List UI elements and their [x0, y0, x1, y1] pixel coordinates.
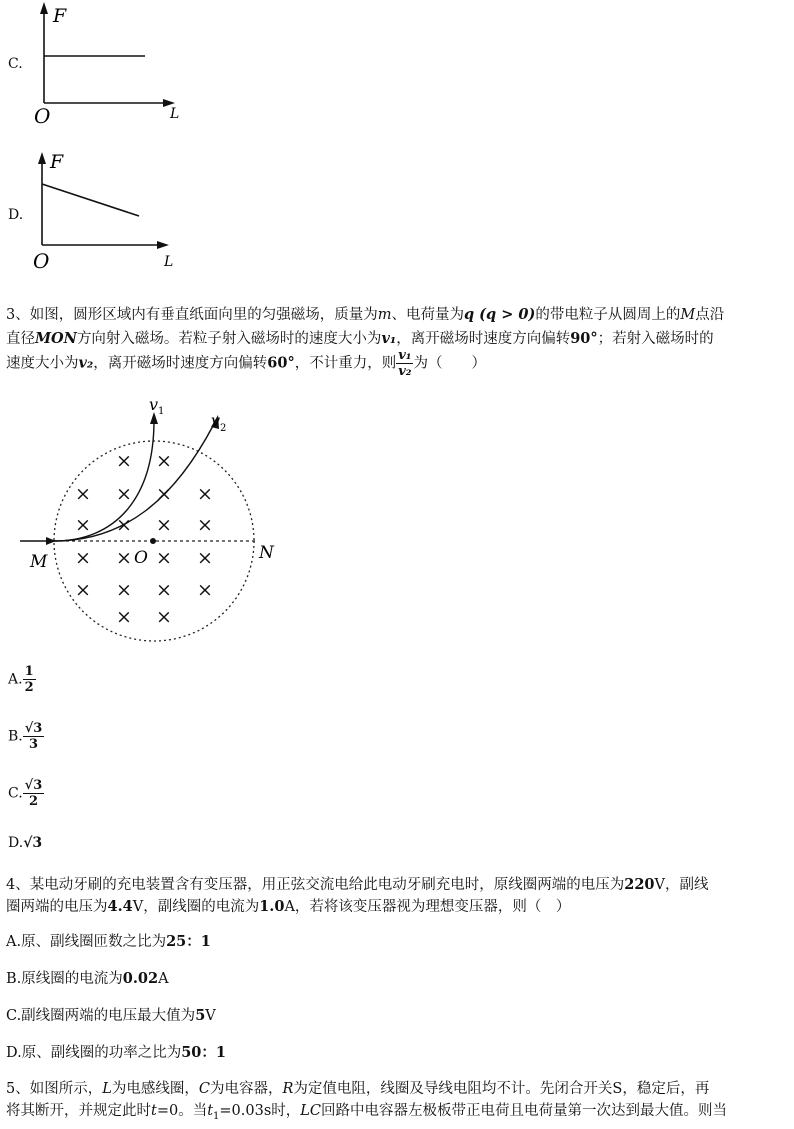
label-v2: v [211, 411, 221, 430]
graph-option-d [28, 148, 188, 273]
svg-text:×: × [75, 483, 91, 505]
svg-text:×: × [156, 547, 172, 569]
label-N: N [259, 543, 274, 563]
svg-text:×: × [116, 483, 132, 505]
svg-text:×: × [116, 579, 132, 601]
q4-option-b[interactable]: B.原线圈的电流为0.02A [6, 970, 169, 987]
q3-option-c[interactable]: C. $\frac{√3}{2}$ [8, 778, 43, 809]
svg-text:×: × [116, 606, 132, 628]
svg-text:×: × [156, 514, 172, 536]
graph-c-y-axis: F [53, 5, 67, 27]
q3-line-3: 速度大小为v₂，离开磁场时速度方向偏转60°，不计重力，则 $\frac{\text{v₁}}{\text{v₂}}$ 为（ ） [6, 348, 486, 379]
q5-line-2: 将其断开，并规定此时t=0。当$t_1=0.03s$时，LC回路中电容器左极板带正电荷且电荷量第一次达到最大值。则当 [6, 1103, 728, 1122]
option-d-label: D. [8, 207, 24, 223]
option-c-label: C. [8, 56, 23, 72]
label-v1: v [149, 395, 159, 414]
label-v2-sub: 2 [220, 423, 227, 434]
svg-text:×: × [75, 579, 91, 601]
field-crosses [75, 450, 213, 628]
trajectory-v1 [54, 420, 154, 541]
svg-text:×: × [156, 450, 172, 472]
center-point [150, 538, 156, 544]
svg-text:×: × [197, 547, 213, 569]
svg-text:×: × [156, 483, 172, 505]
q3-option-d[interactable]: D.√3 [8, 835, 43, 851]
graph-d-x-axis: L [164, 254, 174, 270]
q3-ratio-fraction: $\frac{\text{v₁}}{\text{v₂}}$ [398, 348, 412, 379]
svg-text:×: × [75, 547, 91, 569]
q3-line-1: 3、如图，圆形区域内有垂直纸面向里的匀强磁场，质量为m、电荷量为q (q > 0)的带电粒子从圆周上的M点沿 [6, 306, 725, 323]
label-M: M [30, 552, 48, 572]
q5-line-1: 5、如图所示，L为电感线圈，C为电容器，R为定值电阻，线圈及导线电阻均不计。先闭合开关S，稳定后，再 [6, 1081, 710, 1097]
q3-option-a[interactable]: A. $\frac{1}{2}$ [8, 664, 34, 695]
magnetic-field-figure [14, 390, 284, 650]
svg-text:×: × [197, 514, 213, 536]
q3-option-b[interactable]: B. $\frac{√3}{3}$ [8, 721, 43, 752]
label-v1-sub: 1 [158, 406, 165, 417]
graph-d-origin: O [33, 249, 50, 273]
q3-line-2: 直径MON方向射入磁场。若粒子射入磁场时的速度大小为v₁，离开磁场时速度方向偏转90°；若射入磁场时的 [6, 330, 714, 347]
svg-text:×: × [75, 514, 91, 536]
q4-option-d[interactable]: D.原、副线圈的功率之比为50：1 [6, 1044, 226, 1061]
svg-text:×: × [156, 579, 172, 601]
q4-option-c[interactable]: C.副线圈两端的电压最大值为5V [6, 1007, 216, 1024]
svg-text:×: × [116, 514, 132, 536]
q4-line-1: 4、某电动牙刷的充电装置含有变压器，用正弦交流电给此电动牙刷充电时，原线圈两端的电压为220V，副线 [6, 876, 709, 893]
graph-d-y-axis: F [50, 151, 64, 173]
graph-c-origin: O [34, 104, 51, 128]
label-O: O [134, 548, 148, 568]
svg-text:×: × [197, 483, 213, 505]
q4-line-2: 圈两端的电压为4.4V，副线圈的电流为1.0A，若将该变压器视为理想变压器，则（ ） [6, 898, 571, 915]
svg-text:×: × [197, 579, 213, 601]
svg-text:×: × [116, 450, 132, 472]
q4-option-a[interactable]: A.原、副线圈匝数之比为25：1 [6, 933, 211, 950]
graph-c-x-axis: L [170, 106, 180, 122]
svg-text:×: × [156, 606, 172, 628]
graph-option-c [28, 0, 188, 130]
svg-text:×: × [116, 547, 132, 569]
